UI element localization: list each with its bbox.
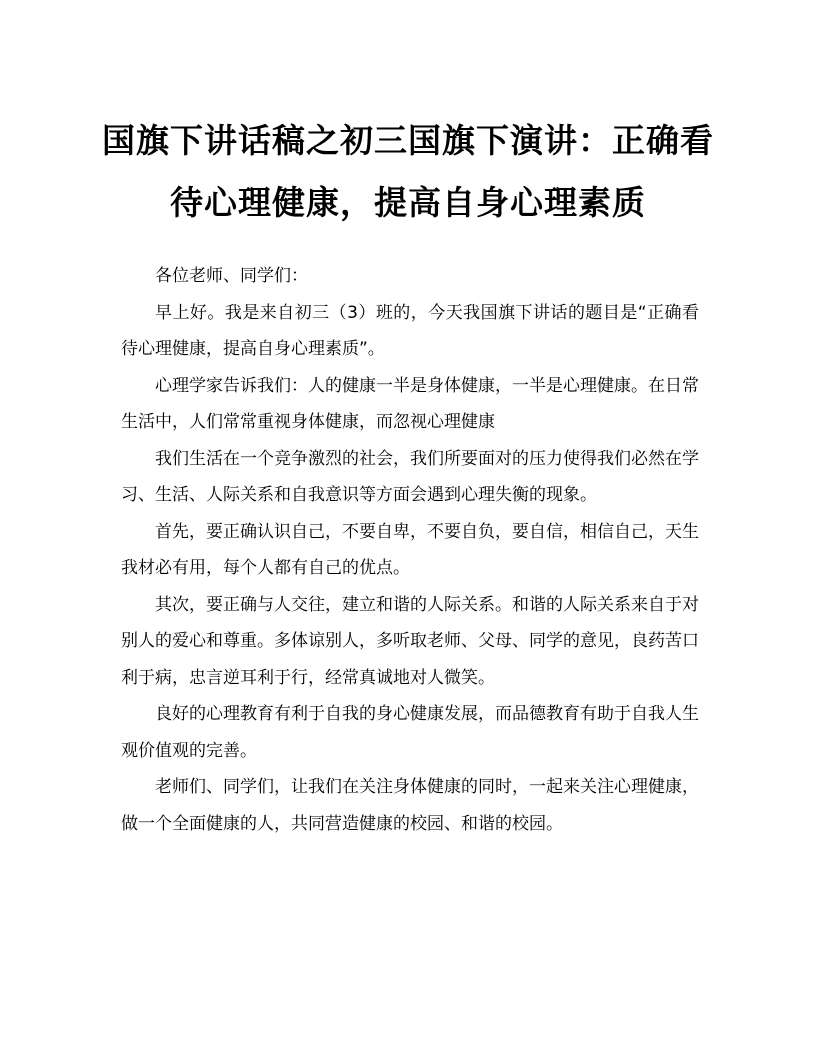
paragraph-self-awareness: 首先，要正确认识自己，不要自卑，不要自负，要自信，相信自己，天生我材必有用，每个人都有自己的优点。	[121, 521, 699, 578]
paragraph-education: 良好的心理教育有利于自我的身心健康发展，而品德教育有助于自我人生观价值观的完善。	[121, 704, 699, 761]
paragraph-relationships: 其次，要正确与人交往，建立和谐的人际关系。和谐的人际关系来自于对别人的爱心和尊重。多体谅别人，多听取老师、父母、同学的意见，良药苦口利于病，忠言逆耳利于行，经常真诚地对人微笑。	[121, 594, 699, 688]
paragraph-health-balance: 心理学家告诉我们：人的健康一半是身体健康，一半是心理健康。在日常生活中，人们常常重视身体健康，而忽视心理健康	[121, 375, 699, 432]
paragraph-closing: 老师们、同学们，让我们在关注身体健康的同时，一起来关注心理健康，做一个全面健康的人，共同营造健康的校园、和谐的校园。	[121, 777, 699, 834]
paragraph-pressure: 我们生活在一个竞争激烈的社会，我们所要面对的压力使得我们必然在学习、生活、人际关系和自我意识等方面会遇到心理失衡的现象。	[121, 448, 699, 505]
paragraph-greeting: 各位老师、同学们：	[155, 266, 308, 286]
document-title: 国旗下讲话稿之初三国旗下演讲：正确看待心理健康，提高自身心理素质	[102, 121, 714, 222]
document-body	[121, 258, 699, 842]
paragraph-opening: 早上好。我是来自初三（3）班的，今天我国旗下讲话的题目是“正确看待心理健康，提高自身心理素质”。	[121, 302, 699, 359]
